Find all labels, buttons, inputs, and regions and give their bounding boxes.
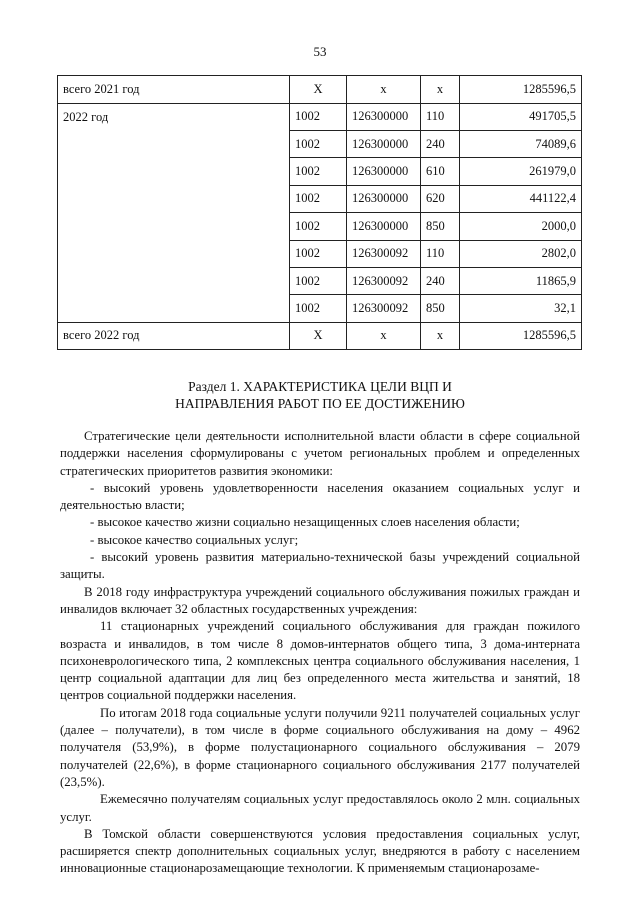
page-number: 53 — [313, 44, 327, 59]
class-cell: 126300000 — [347, 213, 421, 240]
body-text — [60, 428, 580, 878]
section-cell: 1002 — [290, 130, 347, 157]
amount-cell: 2000,0 — [460, 213, 582, 240]
section-cell: Х — [290, 76, 347, 104]
amount-cell: 11865,9 — [460, 267, 582, 294]
amount-cell: 491705,5 — [460, 103, 582, 130]
vr-cell: х — [421, 322, 460, 349]
paragraph: Ежемесячно получателям социальных услуг предоставлялось около 2 млн. социальных услуг. — [60, 792, 580, 824]
amount-cell: 2802,0 — [460, 240, 582, 267]
row-label: всего 2022 год — [58, 322, 290, 349]
class-cell: х — [347, 322, 421, 349]
paragraph: 11 стационарных учреждений социального обслуживания для граждан пожилого возраста и инвалидов, в том числе 8 домов-интернатов общего типа, 3 дома-интерната психоневрологического типа, 2 комплексных центра социального обслуживания населения, 1 центр социальной адаптации для лиц без определенного места жительства и занятий, 18 центров социальной поддержки населения. — [60, 619, 580, 703]
class-cell: 126300092 — [347, 267, 421, 294]
vr-cell: 240 — [421, 267, 460, 294]
section-cell: 1002 — [290, 295, 347, 322]
class-cell: 126300000 — [347, 185, 421, 212]
table-row-total-2021 — [58, 76, 582, 104]
bullet-item: - высокий уровень развития материально-технической базы учреждений социальной защиты. — [60, 550, 580, 582]
paragraph: По итогам 2018 года социальные услуги получили 9211 получателей социальных услуг (далее – получатели), в том числе в форме социального обслуживания на дому – 4962 получателя (53,9%), в форме полустационарного социального обслуживания – 2079 получателей (22,6%), в форме стационарного социального обслуживания 2177 получателей (23,5%). — [60, 705, 580, 789]
vr-cell: 610 — [421, 158, 460, 185]
table-row-total-2022 — [58, 322, 582, 349]
class-cell: 126300000 — [347, 158, 421, 185]
section-cell: 1002 — [290, 158, 347, 185]
class-cell: 126300000 — [347, 103, 421, 130]
bullet-item: - высокий уровень удовлетворенности населения оказанием социальных услуг и деятельностью власти; — [60, 480, 580, 513]
bullet-item: - высокое качество социальных услуг; — [90, 532, 299, 547]
row-label: всего 2021 год — [58, 76, 290, 104]
paragraph: В Томской области совершенствуются условия предоставления социальных услуг, расширяется спектр дополнительных социальных услуг, внедряются в работу с населением инновационные стационарозамещающие технологии. К применяемым стационарозаме- — [60, 826, 580, 876]
section-heading — [0, 378, 640, 412]
class-cell: 126300092 — [347, 295, 421, 322]
amount-cell: 261979,0 — [460, 158, 582, 185]
year-2022-label: 2022 год — [58, 103, 290, 322]
amount-cell: 1285596,5 — [460, 322, 582, 349]
amount-cell: 32,1 — [460, 295, 582, 322]
vr-cell: 110 — [421, 103, 460, 130]
class-cell: х — [347, 76, 421, 104]
class-cell: 126300000 — [347, 130, 421, 157]
paragraph: Стратегические цели деятельности исполнительной власти области в сфере социальной поддержки населения сформулированы с учетом региональных проблем и определенных стратегических приоритетов развития экономики: — [60, 429, 580, 478]
heading-line-1: Раздел 1. ХАРАКТЕРИСТИКА ЦЕЛИ ВЦП И — [188, 379, 452, 394]
bullet-item: - высокое качество жизни социально незащищенных слоев населения области; — [90, 515, 520, 530]
amount-cell: 74089,6 — [460, 130, 582, 157]
section-cell: 1002 — [290, 213, 347, 240]
table-row — [58, 103, 582, 130]
section-cell: 1002 — [290, 185, 347, 212]
paragraph: В 2018 году инфраструктура учреждений социального обслуживания пожилых граждан и инвалидов включает 32 областных государственных учреждения: — [60, 584, 580, 616]
amount-cell: 1285596,5 — [460, 76, 582, 104]
budget-table — [57, 75, 582, 350]
section-cell: 1002 — [290, 267, 347, 294]
vr-cell: х — [421, 76, 460, 104]
amount-cell: 441122,4 — [460, 185, 582, 212]
heading-line-2: НАПРАВЛЕНИЯ РАБОТ ПО ЕЕ ДОСТИЖЕНИЮ — [175, 396, 465, 411]
section-cell: 1002 — [290, 240, 347, 267]
vr-cell: 620 — [421, 185, 460, 212]
vr-cell: 850 — [421, 213, 460, 240]
vr-cell: 110 — [421, 240, 460, 267]
vr-cell: 850 — [421, 295, 460, 322]
section-cell: 1002 — [290, 103, 347, 130]
section-cell: Х — [290, 322, 347, 349]
vr-cell: 240 — [421, 130, 460, 157]
class-cell: 126300092 — [347, 240, 421, 267]
